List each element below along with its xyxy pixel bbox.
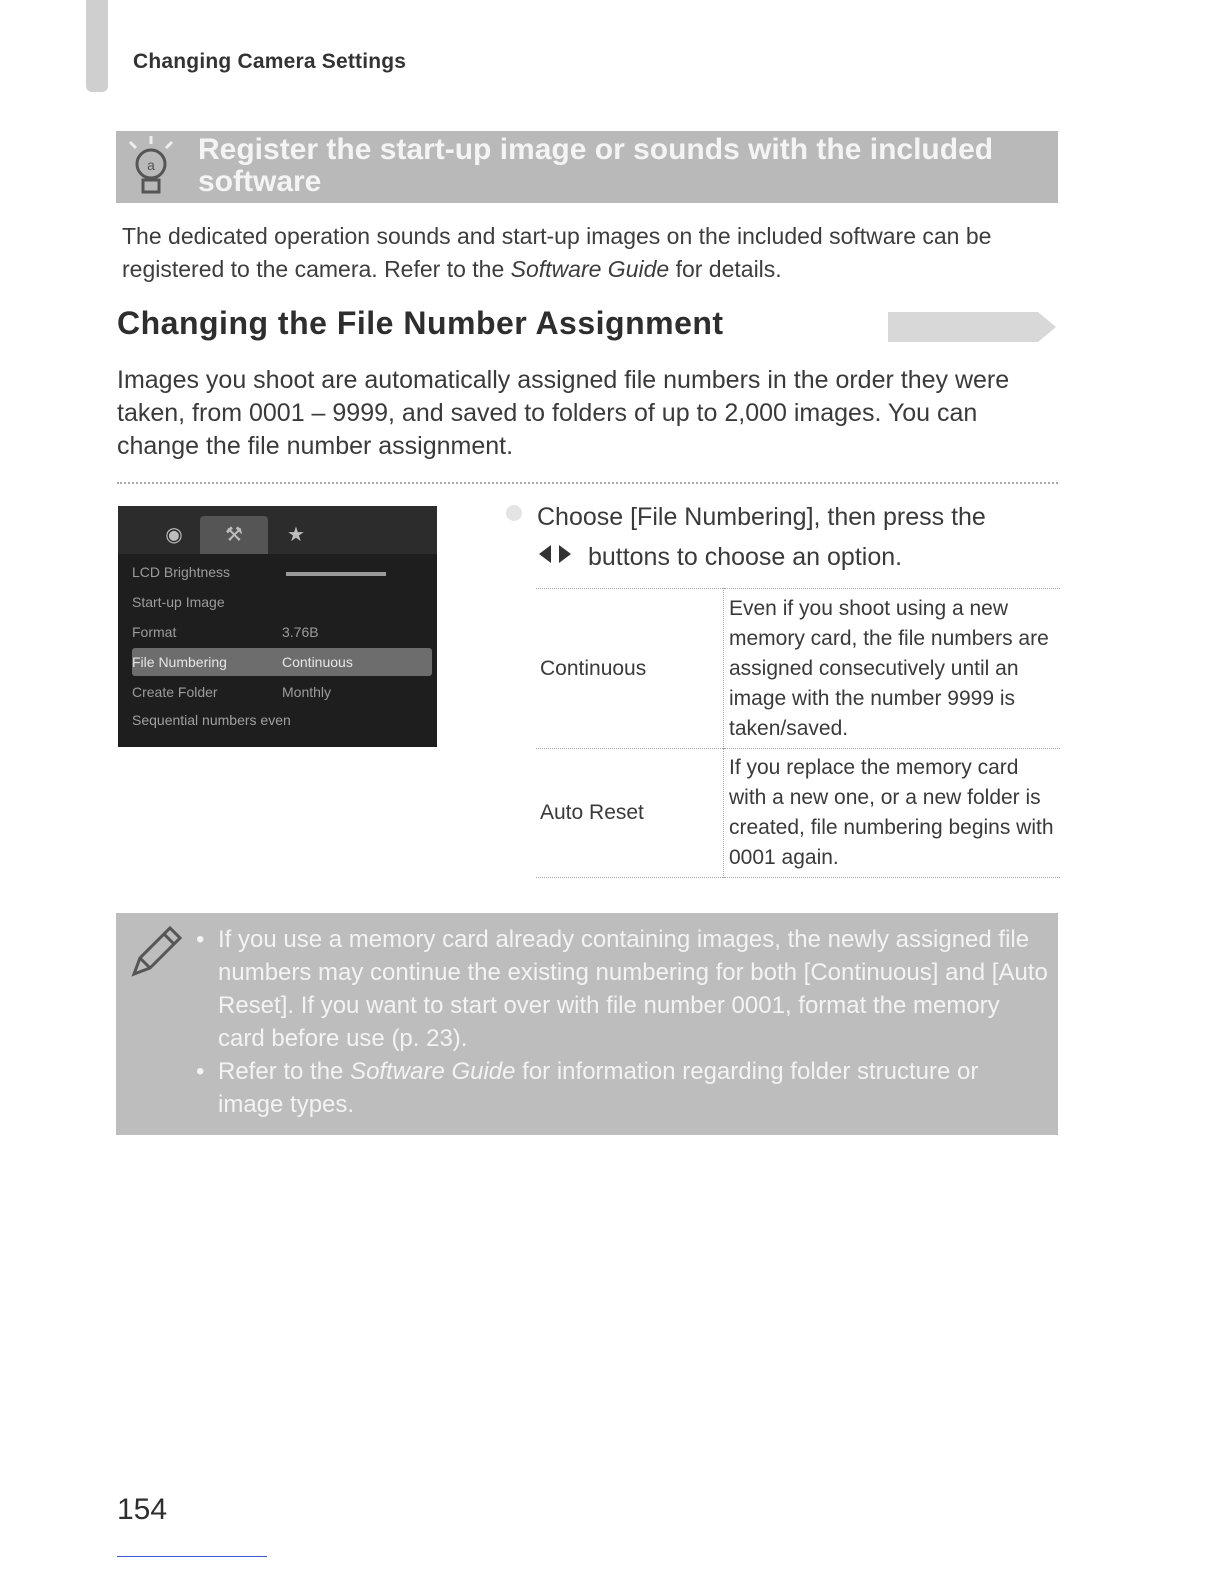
pencil-icon [126, 920, 186, 982]
camera-menu-hint: Sequential numbers even [132, 712, 291, 728]
section-title-tab [888, 312, 1038, 342]
camera-menu-row: Format 3.76B [132, 624, 319, 640]
table-row [536, 589, 1060, 749]
chapter-thumb-tab [86, 0, 108, 92]
left-right-buttons-icon [537, 537, 581, 577]
page-number: 154 [117, 1493, 168, 1526]
option-name: Auto Reset [540, 801, 644, 824]
hint-title: Register the start-up image or sounds with the included software [198, 133, 994, 198]
file-numbering-options-table [536, 588, 1060, 878]
camera-menu-screenshot [118, 506, 437, 747]
svg-text:a: a [147, 157, 155, 173]
list-item: • If you use a memory card already containing images, the newly assigned file numbers may continue the existing numbering for both [Continuous] and [Auto Reset]. If you want to start over with file number 0001, format the memory card before use (p. 23). [196, 923, 1048, 1055]
software-guide-reference: Software Guide [510, 256, 670, 282]
camera-menu-row-selected: File Numbering Continuous [132, 648, 432, 676]
step-bullet-icon [506, 505, 522, 521]
option-description: If you replace the memory card with a new one, or a new folder is created, file numbering begins with 0001 again. [724, 749, 1061, 878]
section-title: Changing the File Number Assignment [117, 305, 724, 341]
step-instruction: Choose [File Numbering], then press the buttons to choose an option. [537, 497, 1057, 577]
option-name: Continuous [540, 656, 647, 680]
camera-menu-row: Start-up Image [132, 594, 225, 610]
note-list [196, 923, 1048, 1121]
star-icon: ★ [287, 524, 305, 546]
lightbulb-icon [124, 136, 178, 198]
camera-menu-tabs [118, 506, 437, 554]
wrench-icon: ⚒ [200, 516, 268, 554]
section-intro: Images you shoot are automatically assigned file numbers in the order they were taken, from 0001 – 9999, and saved to folders of up to 2,000 images. You can change the file number assignment. [117, 366, 1010, 460]
option-description: Even if you shoot using a new memory card, the file numbers are assigned consecutively until an image with the number 9999 is taken/saved. [724, 589, 1061, 749]
list-item: • Refer to the Software Guide for information regarding folder structure or image types. [196, 1055, 1048, 1121]
running-head: Changing Camera Settings [133, 50, 407, 73]
hint-body: The dedicated operation sounds and start-up images on the included software can be registered to the camera. Refer to the Software Guide for details. [122, 223, 992, 282]
camera-icon: ◉ [165, 524, 183, 546]
table-row [536, 749, 1060, 878]
camera-menu-row: Create Folder Monthly [132, 684, 332, 700]
divider [117, 482, 1058, 484]
footer-line [117, 1556, 267, 1557]
section-title-tab-tip [1038, 312, 1056, 342]
software-guide-reference: Software Guide [350, 1058, 516, 1085]
camera-menu-row: LCD Brightness [132, 564, 231, 580]
